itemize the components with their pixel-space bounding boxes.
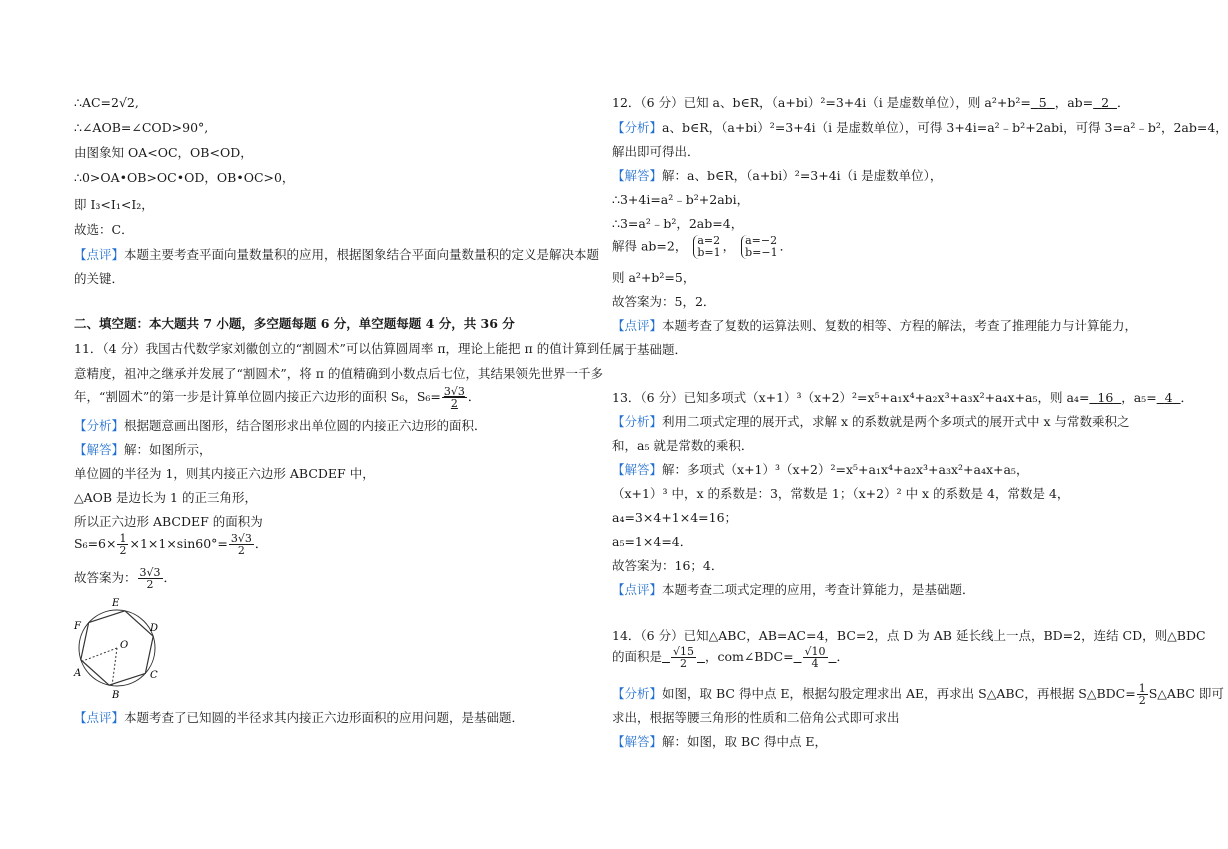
comment-tag: 【点评】	[74, 710, 125, 725]
q12-answer-1: 5	[1038, 95, 1047, 110]
q12-line: 12．（6 分）已知 a、b∈R，（a+bi）²=3+4i（i 是虚数单位），则 a²+b²= 5 ，ab= 2 ．	[612, 95, 1130, 110]
q12-comment: 【点评】本题考查了复数的运算法则、复数的相等、方程的解法，考查了推理能力与计算能力，	[612, 318, 1138, 333]
q12-analysis: 【分析】a、b∈R，（a+bi）²=3+4i（i 是虚数单位），可得 3+4i=a²﹣b²+2abi，可得 3=a²﹣b²，2ab=4，	[612, 120, 1228, 135]
label-E: E	[112, 598, 120, 609]
q12-solution: 【解答】解：a、b∈R，（a+bi）²=3+4i（i 是虚数单位），	[612, 168, 943, 183]
label-B: B	[112, 690, 120, 701]
comment-tag: 【点评】	[74, 247, 125, 262]
text-line: 所以正六边形 ABCDEF 的面积为	[74, 514, 263, 529]
label-D: D	[150, 623, 159, 634]
text-line: ∴3+4i=a²﹣b²+2abi，	[612, 192, 750, 207]
text-line: 单位圆的半径为 1，则其内接正六边形 ABCDEF 中，	[74, 466, 375, 481]
comment-line: 【点评】本题考查了已知圆的半径求其内接正六边形面积的应用问题，是基础题．	[74, 710, 525, 725]
text-line: a₄=3×4+1×4=16；	[612, 510, 738, 525]
q13-analysis: 【分析】利用二项式定理的展开式，求解 x 的系数就是两个多项式的展开式中 x 与常数乘积之	[612, 414, 1130, 429]
text-line: ∴∠AOB=∠COD>90°,	[74, 120, 209, 135]
text-line: （x+1）³ 中，x 的系数是：3，常数是 1；（x+2）² 中 x 的系数是 4，常数是 4，	[612, 486, 1070, 501]
text-line: 故选：C．	[74, 222, 134, 237]
answer-line: 故答案为： $\frac{3√3}{2}$ ．	[74, 566, 177, 591]
q13-line: 13．（6 分）已知多项式（x+1）³（x+2）²=x⁵+a₁x⁴+a₂x³+a₃x²+a₄x+a₅，则 a₄= 16 ，a₅= 4 ．	[612, 390, 1194, 405]
q13-answer-1: 16	[1097, 390, 1114, 405]
text-line: ∴AC=2√2,	[74, 95, 139, 110]
q11-line3: 年，“割圆术”的第一步是计算单位圆内接正六边形的面积 S₆，S₆= $\frac{3√3}{2}$ ．	[74, 385, 481, 410]
area-formula: S₆=6× $\frac{1}{2}$ ×1×1×sin60°= $\frac{3√3}{2}$ ．	[74, 532, 268, 557]
q11-line1: 11．（4 分）我国古代数学家刘徽创立的“割圆术”可以估算圆周率 π，理论上能把 π 的值计算到任	[74, 341, 612, 356]
q14-analysis: 【分析】如图，取 BC 得中点 E，根据勾股定理求出 AE，再求出 S△ABC，再根据 S△BDC= $\frac{1}{2}$ S△ABC 即可	[612, 682, 1224, 707]
text-line: 即 I₃<I₁<I₂，	[74, 197, 154, 212]
text-line: 解出即可得出．	[612, 144, 700, 159]
text-line: 和，a₅ 就是常数的乘积．	[612, 438, 754, 453]
label-F: F	[74, 621, 81, 632]
q14-line1: 14．（6 分）已知△ABC，AB=AC=4，BC=2，点 D 为 AB 延长线上一点，BD=2，连结 CD，则△BDC	[612, 628, 1206, 643]
analysis-line: 【分析】根据题意画出图形，结合图形求出单位圆的内接正六边形的面积．	[74, 418, 487, 433]
q13-solution: 【解答】解：多项式（x+1）³（x+2）²=x⁵+a₁x⁴+a₂x³+a₃x²+a₄x+a₅，	[612, 462, 1029, 477]
q12-answer-2: 2	[1101, 95, 1110, 110]
text-line: 故答案为：5，2．	[612, 294, 716, 309]
analysis-tag: 【分析】	[74, 418, 125, 433]
q13-answer-2: 4	[1164, 390, 1173, 405]
text-line: a₅=1×4=4．	[612, 534, 693, 549]
text-line: ∴0>OA•OB>OC•OD，OB•OC>0，	[74, 170, 295, 185]
text-line: 的关键．	[74, 271, 125, 286]
text-line: △AOB 是边长为 1 的正三角形，	[74, 490, 257, 505]
q13-comment: 【点评】本题考查二项式定理的应用，考查计算能力，是基础题．	[612, 582, 975, 597]
solution-line: 【解答】解：如图所示，	[74, 442, 212, 457]
q12-system: 解得 ab=2， a=2 b=1 ， a=−2 b=−1 ．	[612, 234, 793, 259]
label-A: A	[74, 668, 82, 679]
q14-solution: 【解答】解：如图，取 BC 得中点 E，	[612, 734, 828, 749]
text-line: 由图象知 OA<OC，OB<OD，	[74, 145, 253, 160]
text-line: 求出，根据等腰三角形的性质和二倍角公式即可求出	[612, 710, 900, 725]
text-line: ∴3=a²﹣b²，2ab=4，	[612, 216, 744, 231]
solution-tag: 【解答】	[74, 442, 125, 457]
label-O: O	[120, 640, 129, 651]
q11-line2: 意精度，祖冲之继承并发展了“割圆术”，将 π 的值精确到小数点后七位，其结果领先世界一千多	[74, 366, 603, 381]
text-line: 故答案为：16；4．	[612, 558, 724, 573]
comment-line: 【点评】本题主要考查平面向量数量积的应用，根据图象结合平面向量数量积的定义是解决本题	[74, 247, 600, 262]
section-heading: 二、填空题：本大题共 7 小题，多空题每题 6 分，单空题每题 4 分，共 36 分	[74, 316, 515, 331]
text-line: 属于基础题．	[612, 342, 688, 357]
q11-answer-fraction: $\frac{3√3}{2}$	[443, 385, 465, 410]
text-line: 则 a²+b²=5，	[612, 270, 696, 285]
hexagon-figure	[74, 596, 164, 700]
q14-line2: 的面积是 $\frac{√15}{2}$ ，com∠BDC= $\frac{√10}{4}$ ．	[612, 645, 849, 670]
label-C: C	[150, 670, 158, 681]
